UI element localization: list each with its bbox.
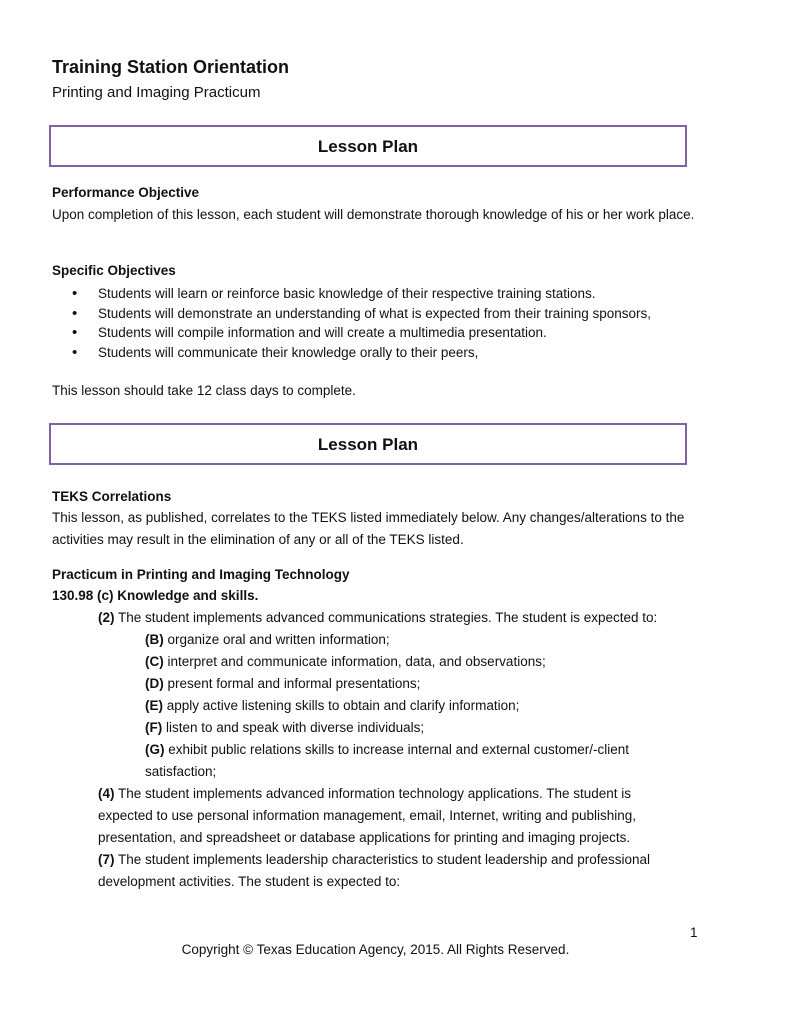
teks-item	[98, 607, 657, 628]
teks-item-code: (7)	[98, 852, 115, 867]
teks-item-code: (D)	[145, 676, 164, 691]
teks-item-continuation	[98, 805, 636, 826]
lesson-plan-box-title: Lesson Plan	[317, 434, 419, 454]
document-title: Training Station Orientation	[52, 57, 290, 77]
teks-item	[145, 629, 390, 650]
teks-item-code: (E)	[145, 698, 163, 713]
copyright-footer: Copyright © Texas Education Agency, 2015. All Rights Reserved.	[181, 942, 570, 957]
teks-item-text: development activities. The student is expected to:	[98, 874, 401, 889]
teks-item-text: apply active listening skills to obtain and clarify information;	[163, 698, 520, 713]
teks-item	[145, 695, 519, 716]
performance-objective-text: Upon completion of this lesson, each student will demonstrate thorough knowledge of his or her work place.	[52, 207, 695, 222]
teks-item-text: expected to use personal information management, email, Internet, writing and publishing,	[98, 808, 637, 823]
page-number: 1	[690, 925, 698, 940]
lesson-plan-box-2	[49, 423, 687, 465]
list-item: • Students will compile information and will create a multimedia presentation.	[72, 323, 732, 343]
teks-item-code: (C)	[145, 654, 164, 669]
teks-item-text: The student implements advanced communications strategies. The student is expected to:	[114, 610, 658, 625]
teks-item-text: The student implements advanced information technology applications. The student is	[114, 786, 632, 801]
teks-item	[145, 739, 629, 760]
list-item: • Students will learn or reinforce basic knowledge of their respective training stations.	[72, 284, 732, 304]
course-heading: Practicum in Printing and Imaging Technology	[52, 567, 350, 582]
teks-item-text: organize oral and written information;	[163, 632, 390, 647]
teks-item-text: listen to and speak with diverse individuals;	[162, 720, 425, 735]
teks-item-text: satisfaction;	[145, 764, 217, 779]
teks-item	[145, 651, 546, 672]
lesson-plan-box-title: Lesson Plan	[317, 136, 419, 156]
teks-item-text: interpret and communicate information, data, and observations;	[163, 654, 546, 669]
specific-objectives-list	[72, 284, 732, 362]
lesson-duration-text: This lesson should take 12 class days to complete.	[52, 383, 356, 398]
lesson-plan-box-1	[49, 125, 687, 167]
teks-item-code: (F)	[145, 720, 163, 735]
teks-item-code: (B)	[145, 632, 164, 647]
teks-item-text: present formal and informal presentations;	[163, 676, 421, 691]
teks-item-text: presentation, and spreadsheet or database applications for printing and imaging projects.	[98, 830, 631, 845]
teks-item-code: (2)	[98, 610, 115, 625]
list-item: • Students will demonstrate an understanding of what is expected from their training sponsors,	[72, 304, 732, 324]
standard-heading: 130.98 (c) Knowledge and skills.	[52, 588, 259, 603]
specific-objectives-heading: Specific Objectives	[52, 263, 176, 278]
teks-item	[98, 849, 650, 870]
list-item: • Students will communicate their knowledge orally to their peers,	[72, 343, 732, 363]
teks-item-code: (G)	[145, 742, 165, 757]
teks-item	[145, 717, 424, 738]
teks-correlations-text: This lesson, as published, correlates to the TEKS listed immediately below. Any changes/alterations to the activities may result in the elimination of any or all of the TEKS listed.	[52, 510, 685, 547]
teks-item-continuation	[98, 827, 630, 848]
teks-item-continuation	[145, 761, 216, 782]
teks-item-continuation	[98, 871, 400, 892]
teks-item	[98, 783, 631, 804]
teks-correlations-heading: TEKS Correlations	[52, 489, 172, 504]
teks-item	[145, 673, 420, 694]
teks-item-text: The student implements leadership characteristics to student leadership and professional	[114, 852, 651, 867]
document-subtitle: Printing and Imaging Practicum	[52, 84, 261, 101]
performance-objective-heading: Performance Objective	[52, 185, 200, 200]
teks-item-code: (4)	[98, 786, 115, 801]
teks-item-text: exhibit public relations skills to increase internal and external customer/-client	[164, 742, 629, 757]
